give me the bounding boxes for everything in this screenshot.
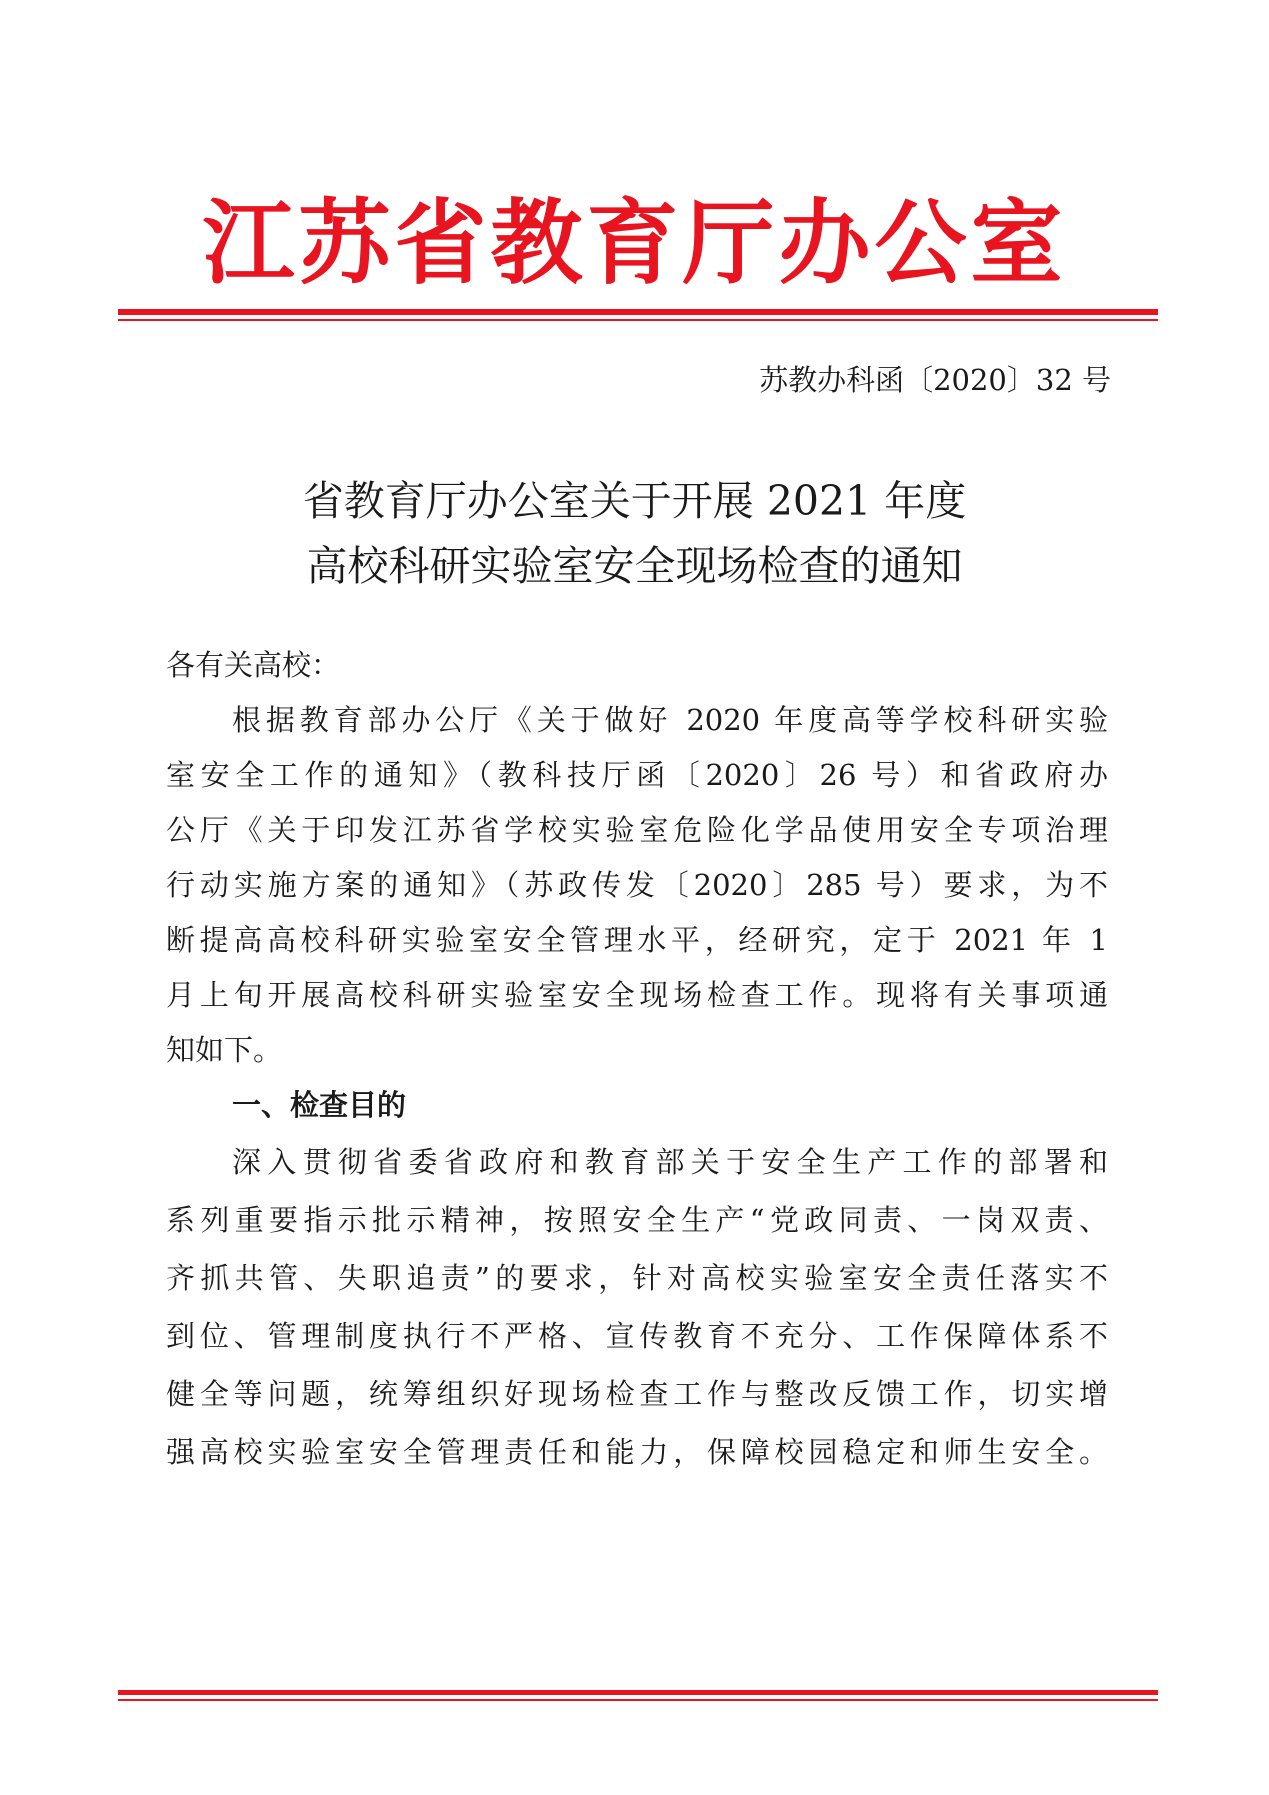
document-number: 苏教办科函〔2020〕32 号: [759, 363, 1111, 397]
footer-red-rule-thick: [118, 1690, 1158, 1695]
document-title-line-2: 高校科研实验室安全现场检查的通知: [306, 542, 963, 590]
section-heading: 一、检查目的: [232, 1088, 407, 1122]
paragraph-line: 月上旬开展高校科研实验室安全现场检查工作。现将有关事项通: [166, 978, 1108, 1012]
paragraph-line: 健全等问题，统筹组织好现场检查工作与整改反馈工作，切实增: [166, 1377, 1108, 1411]
paragraph-line: 根据教育部办公厅《关于做好 2020 年度高等学校科研实验: [232, 703, 1108, 737]
salutation: 各有关高校：: [166, 648, 341, 682]
paragraph-line: 强高校实验室安全管理责任和能力，保障校园稳定和师生安全。: [166, 1435, 1108, 1469]
org-header-title: 江苏省教育厅办公室: [202, 189, 1067, 297]
footer-red-rule-thin: [118, 1699, 1158, 1701]
header-red-rule-thin: [118, 319, 1158, 321]
paragraph-line: 系列重要指示批示精神，按照安全生产“党政同责、一岗双责、: [166, 1203, 1108, 1237]
paragraph-line: 深入贯彻省委省政府和教育部关于安全生产工作的部署和: [232, 1145, 1108, 1179]
paragraph-line: 到位、管理制度执行不严格、宣传教育不充分、工作保障体系不: [166, 1319, 1108, 1353]
paragraph-line: 公厅《关于印发江苏省学校实验室危险化学品使用安全专项治理: [166, 813, 1108, 847]
paragraph-line: 知如下。: [166, 1033, 283, 1067]
paragraph-line: 断提高高校科研实验室安全管理水平，经研究，定于 2021 年 1: [166, 923, 1108, 957]
document-title-line-1: 省教育厅办公室关于开展 2021 年度: [302, 477, 967, 525]
header-red-rule-thick: [118, 309, 1158, 315]
paragraph-line: 齐抓共管、失职追责”的要求，针对高校实验室安全责任落实不: [166, 1261, 1108, 1295]
paragraph-line: 室安全工作的通知》（教科技厅函〔2020〕26 号）和省政府办: [166, 758, 1108, 792]
paragraph-line: 行动实施方案的通知》（苏政传发〔2020〕285 号）要求，为不: [166, 868, 1108, 902]
